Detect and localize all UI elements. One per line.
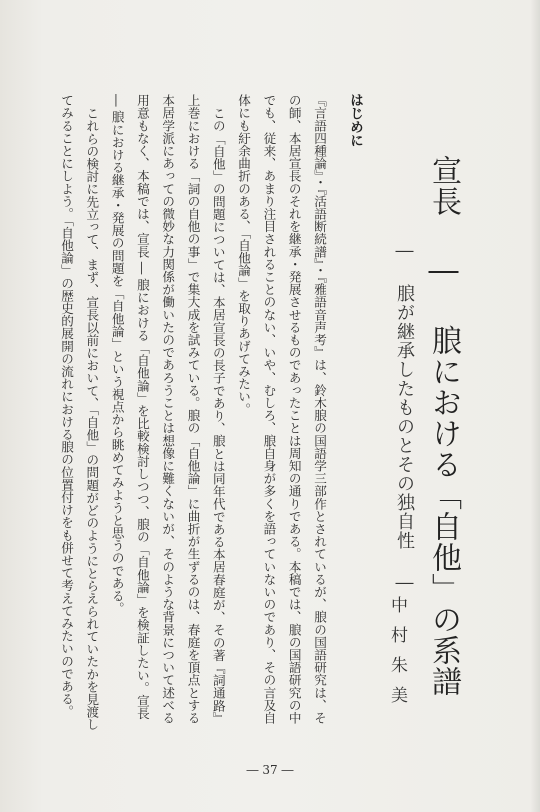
- page-spine-shadow: [530, 0, 540, 812]
- article-subtitle: ― 朖が継承したものとその独自性 ―: [394, 240, 415, 594]
- body-paragraph: この「自他」の問題については、本居宣長の長子であり、朖とは同年代である本居春庭が、その著『詞通路』上巻における「詞の自他の事」で集大成を試みている。朖の「自他論」に曲折が生ずるのは、春庭を頂点とする本居学派にあっての微妙な力関係が働いたのであろうことは想像に難くないが、そのような背景について述べる用意もなく、本稿では、宣長 ― 朖における「自他論」を比較検討しつつ、朖の「自他論」を検証したい。宣長 ― 朖における継承・発展の問題を「自他論」という視点から眺めてみようと思うのである。: [109, 94, 226, 724]
- article-title: 宣長 ― 朖における「自他」の系譜: [426, 155, 461, 697]
- section-heading: はじめに: [347, 93, 363, 147]
- body-paragraph: これらの検討に先立って、まず、宣長以前において、「自他」の問題がどのようにとらえられていたかを見渡してみることにしよう。「自他論」の歴史的展開の流れにおける朖の位置付けをも併せて考えてみたいのである。: [59, 94, 100, 731]
- body-paragraph: 『言語四種論』・『活語断続譜』・『雅語音声考』は、鈴木朖の国語学三部作とされているが、朖の国語研究は、その師、本居宣長のそれを継承・発展させるものであったことは周知の通りである。本稿では、朖の国語研究の中でも、従来、あまり注目されることのない、いや、むしろ、朖自身が多くを語っていないのであり、その言及自体にも紆余曲折のある、「自他論」を取りあげてみたい。: [236, 94, 327, 724]
- body-text: [54, 94, 332, 734]
- author-name: 中村朱美: [387, 596, 407, 716]
- page-number: ― 37 ―: [246, 763, 294, 777]
